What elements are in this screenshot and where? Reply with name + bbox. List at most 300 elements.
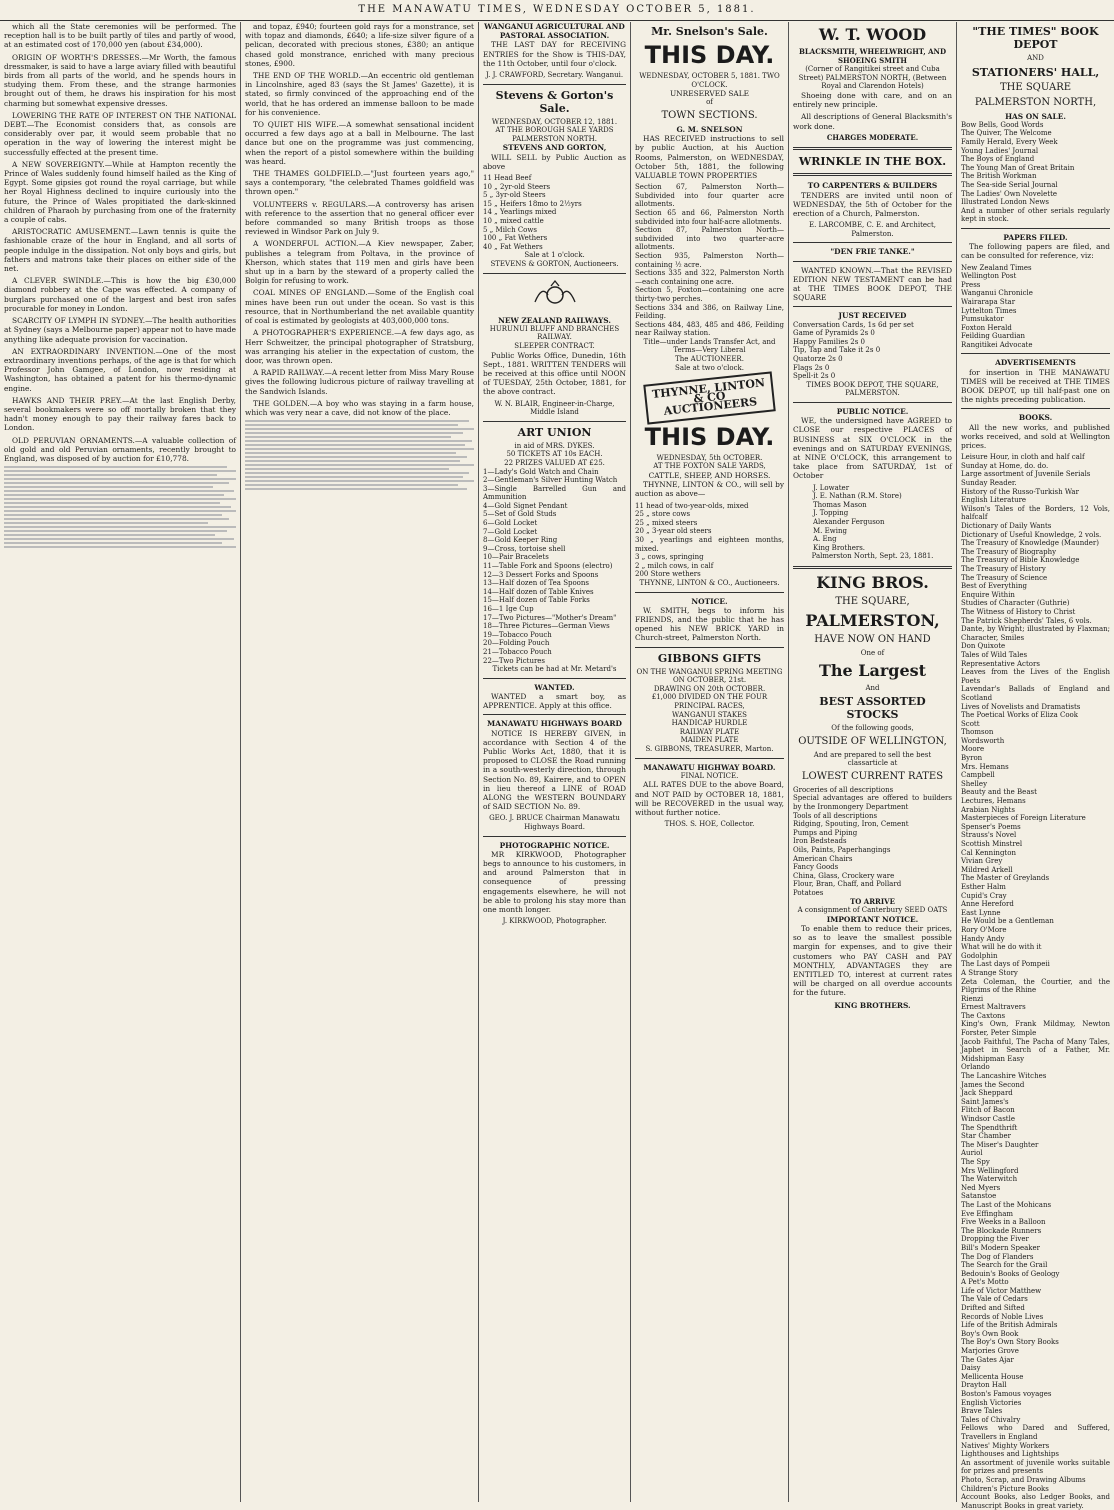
list-item: Drayton Hall (961, 1381, 1007, 1390)
article-text: ORIGIN OF WORTH'S DRESSES.—Mr Worth, the famous dressmaker, is said to have a large aviary filled with beautiful birds from all parts of the world, and he spends hours in studying them. From these, and the strange harmonies brought out of them, he draws his inspiration for his most charming but somewhat expensive dresses. (4, 52, 236, 108)
ad-text: DRAWING ON 20th OCTOBER. (653, 684, 766, 693)
ad-heading: STATIONERS' HALL, (971, 65, 1100, 79)
list-item: The Boy's Own Story Books (961, 1338, 1059, 1347)
list-item: Masterpieces of Foreign Literature (961, 814, 1086, 823)
list-item: Groceries of all descriptions (793, 785, 894, 794)
list-item: Moore (961, 745, 985, 754)
text-filler (4, 466, 236, 548)
list-item: Section 65 and 66, Palmerston North subdivided into four half-acre allotments. (635, 208, 784, 226)
list-item: Dictionary of Daily Wants (961, 522, 1052, 531)
list-item: What will he do with it (961, 943, 1042, 952)
list-item: Beauty and the Beast (961, 788, 1037, 797)
list-item: 22—Two Pictures (483, 656, 546, 665)
list-item: The Search for the Grail (961, 1261, 1048, 1270)
list-item: The Treasury of Biography (961, 547, 1057, 556)
list-item: Wairarapa Star (961, 297, 1016, 306)
list-item: Cupid's Cray (961, 891, 1007, 900)
list-item: New Zealand Times (961, 263, 1032, 272)
list-item: Boston's Famous voyages (961, 1390, 1052, 1399)
lot-list (635, 183, 784, 338)
list-item: 2 „ milch cows, in calf (635, 561, 714, 570)
list-item: Life of Victor Matthew (961, 1286, 1042, 1295)
list-item: 20—Folding Pouch (483, 639, 550, 648)
list-item: The Miser's Daughter (961, 1140, 1039, 1149)
list-item: 10 „ 2yr-old Steers (483, 182, 551, 191)
list-item: Children's Picture Books (961, 1484, 1049, 1493)
ad-banner: THIS DAY. (644, 422, 775, 451)
list-item: Young Ladies' Journal (961, 146, 1039, 155)
ad-subheading: ON THE WANGANUI SPRING MEETING (636, 667, 783, 676)
list-item: Godolphin (961, 951, 998, 960)
article-text: THE GOLDEN.—A boy who was staying in a farm house, which was very near a cave, did not know of the place. (245, 398, 474, 417)
ad-banner: BEST ASSORTED STOCKS (819, 695, 926, 722)
list-item: Mrs. Hemans (961, 762, 1009, 771)
ad-text: ALL RATES DUE to the above Board, and NOT PAID by OCTOBER 18, 1881, will be RECOVERED in the usual way, without further notice. (635, 780, 784, 817)
ad-date: Palmerston North, Sept. 23, 1881. (811, 552, 934, 561)
list-item: Wordsworth (961, 736, 1005, 745)
ad-text: All the new works, and published works received, and sold at Wellington prices. (961, 422, 1110, 451)
ad-text: WANTED KNOWN.—That the REVISED EDITION NEW TESTAMENT can be had at THE TIMES BOOK DEPOT, THE SQUARE (793, 265, 952, 303)
list-item: James the Second (961, 1080, 1025, 1089)
list-item: Account Books, also Ledger Books, and Manuscript Books in great variety. (961, 1493, 1110, 1510)
list-item: The Spendthrift (961, 1123, 1018, 1132)
ad-date: WEDNESDAY, OCTOBER 5, 1881. TWO O'CLOCK. (639, 72, 780, 89)
ad-heading: KING BROS. (816, 572, 929, 592)
ad-text: Tickets can be had at Mr. Metard's (492, 665, 617, 674)
list-item: Natives' Mighty Workers (961, 1441, 1050, 1450)
ad-text: Title—under Lands Transfer Act, and Terms—Very Liberal (643, 337, 776, 355)
ad-heading: HAS ON SALE. (1005, 111, 1066, 121)
list-item: Zeta Coleman, the Courtier, and the Pilgrims of the Rhine (961, 977, 1110, 995)
list-item: Marjories Grove (961, 1347, 1019, 1356)
ad-subheading: SLEEPER CONTRACT. (514, 341, 595, 350)
ad-signature: The AUCTIONEER. (675, 355, 744, 364)
article-text: COAL MINES OF ENGLAND.—Some of the English coal mines have been run out under the ocean. So vast is this resource, that in Northumberland the net available quantity of coal is estimated by geologists at 403,000,000 tons. (245, 288, 474, 326)
ad-subheading: TO ARRIVE (850, 896, 895, 906)
ad-text: THE LAST DAY for RECEIVING ENTRIES for the Show is THIS-DAY, the 11th October, until four o'clock. (483, 40, 626, 68)
list-item: King's Own, Frank Mildmay, Newton Forster, Peter Simple (961, 1020, 1110, 1038)
ad-heading: MANAWATU HIGHWAYS BOARD (487, 719, 622, 729)
list-item: Jack Sheppard (961, 1089, 1013, 1098)
text-filler (245, 420, 474, 490)
ad-text: A consignment of Canterbury SEED OATS (797, 906, 948, 915)
list-item: Auriol (961, 1149, 983, 1158)
list-item: 7—Gold Locket (483, 527, 538, 536)
list-item: The Treasury of History (961, 565, 1046, 574)
ad-subheading: CATTLE, SHEEP, AND HORSES. (648, 471, 771, 481)
ad-text: WILL SELL by Public Auction as above (483, 152, 626, 171)
list-item: Tip, Tap and Take it 2s 0 (793, 346, 881, 355)
list-item: The Gates Ajar (961, 1355, 1014, 1364)
list-item: Cal Kennington (961, 848, 1016, 857)
list-item: Representative Actors (961, 659, 1040, 668)
list-item: Sunday at Home, do. do. (961, 461, 1049, 470)
column-4 (630, 22, 788, 1502)
ad-subheading: UNRESERVED SALE (669, 89, 750, 99)
ad-address: (Corner of Rangitikei street and Cuba Street) PALMERSTON NORTH, (Between Royal and Clarendon Hotels) (798, 65, 947, 91)
column-3 (478, 22, 630, 1502)
list-item: Brave Tales (961, 1407, 1003, 1416)
list-item: The British Workman (961, 172, 1037, 181)
list-item: Drifted and Sifted (961, 1304, 1025, 1313)
list-item: A Pet's Motto (961, 1278, 1009, 1287)
ad-heading: WANGANUI AGRICULTURAL AND PASTORAL ASSOCIATION. (484, 22, 625, 41)
ad-text: THYNNE, LINTON & CO., will sell by auction as above— (635, 480, 784, 499)
list-item: Lighthouses and Lightships (961, 1450, 1059, 1459)
article-text: which all the State ceremonies will be performed. The reception hall is to be built partly of tiles and partly of wood, at an estimated cost of 170,000 yen (about £34,000). (4, 22, 236, 50)
list-item: Spenser's Poems (961, 822, 1021, 831)
ad-heading: PHOTOGRAPHIC NOTICE. (499, 840, 610, 850)
list-item: M. Ewing (813, 526, 847, 535)
article-text: AN EXTRAORDINARY INVENTION.—One of the most extraordinary inventions perhaps, of the age is that for which Professor John Gamgee, of London, now residing at Washington, has obtained a patent for his thermo-dynamic engine. (4, 346, 236, 393)
list-item: Satanstoe (961, 1192, 997, 1201)
list-item: Eve Effingham (961, 1209, 1014, 1218)
ad-subheading: THE SQUARE, (835, 595, 910, 607)
list-item: Large assortment of Juvenile Serials (961, 470, 1091, 479)
list-item: The Treasury of Bible Knowledge (961, 556, 1080, 565)
column-2 (240, 22, 478, 1502)
list-item: Bill's Modern Speaker (961, 1243, 1041, 1252)
article-text: ARISTOCRATIC AMUSEMENT.—Lawn tennis is quite the fashionable craze of the hour in England, and all sorts of people indulge in the dissipation. Not only boys and girls, but fathers and matrons take their places on either side of the net. (4, 227, 236, 274)
list-item: Saint James's (961, 1097, 1009, 1106)
list-item: The Last of the Mohicans (961, 1200, 1052, 1209)
list-item: Lectures, Hemans (961, 797, 1026, 806)
list-item: Esther Halm (961, 882, 1006, 891)
list-item: Mellicenta House (961, 1372, 1024, 1381)
masthead: THE MANAWATU TIMES, WEDNESDAY OCTOBER 5, 1881. (0, 0, 1114, 21)
list-item: 13—Half dozen of Tea Spoons (483, 579, 590, 588)
ad-signature: STEVENS & GORTON, Auctioneers. (490, 259, 619, 268)
ad-signature: J. KIRKWOOD, Photographer. (502, 917, 607, 926)
ad-heading: GIBBONS GIFTS (657, 651, 762, 665)
book-list (961, 453, 1110, 1510)
ad-signature: KING BROTHERS. (834, 1000, 911, 1010)
list-item: Section 5, Foxton—containing one acre thirty-two perches. (635, 286, 784, 303)
list-item: 5 „ Milch Cows (483, 225, 537, 234)
ad-place: AT THE BOROUGH SALE YARDS PALMERSTON NORTH. (495, 126, 614, 143)
list-item: An assortment of juvenile works suitable for prizes and presents (961, 1458, 1110, 1476)
list-item: Bedouin's Books of Geology (961, 1269, 1060, 1278)
list-item: A Strange Story (961, 968, 1018, 977)
list-item: 21—Tobacco Pouch (483, 647, 552, 656)
ad-heading: PAPERS FILED. (1003, 232, 1068, 242)
auctioneer-stamp: THYNNE, LINTON & CO AUCTIONEERS (643, 372, 775, 425)
list-item: Enquire Within (961, 590, 1015, 599)
list-item: The Patrick Shepherds' Tales, 6 vols. (961, 616, 1092, 625)
list-item: Wilson's Tales of the Borders, 12 Vols, halfcalf (961, 504, 1110, 522)
list-item: Wellington Post (961, 272, 1017, 281)
list-item: Pumsukator (961, 315, 1004, 324)
list-item: Iron Bedsteads (793, 837, 847, 846)
list-item: And a number of other serials regularly kept in stock. (961, 206, 1110, 224)
ad-heading: MANAWATU HIGHWAY BOARD. (643, 762, 776, 772)
list-item: Wanganui Chronicle (961, 289, 1033, 298)
ad-text: of (706, 98, 713, 107)
list-item: The Waterwitch (961, 1175, 1018, 1184)
list-item: 6—Gold Locket (483, 519, 538, 528)
list-item: Mrs Wellingford (961, 1166, 1019, 1175)
article-text: A RAPID RAILWAY.—A recent letter from Miss Mary Rouse gives the following ludicrous picture of railway travelling at the Sandwich Islands. (245, 368, 474, 396)
ad-signature: S. GIBBONS, TREASURER, Marton. (645, 744, 774, 753)
list-item: WANGANUI STAKES (672, 710, 747, 719)
list-item: 16—1 Ige Cup (483, 605, 534, 613)
list-item: The Dog of Flanders (961, 1252, 1034, 1261)
list-item: 200 Store wethers (635, 570, 701, 579)
column-6 (956, 22, 1114, 1510)
list-item: 4—Gold Signet Pendant (483, 501, 568, 510)
list-item: 3 „ cows, springing (635, 553, 704, 562)
list-item: Special advantages are offered to builders by the Ironmongery Department (793, 794, 952, 812)
list-item: Rory O'More (961, 925, 1007, 934)
list-item: 17—Two Pictures—"Mother's Dream" (483, 613, 617, 622)
list-item: Star Chamber (961, 1132, 1011, 1141)
list-item: Section 87, Palmerston North—subdivided into two quarter-acre allotments. (635, 226, 784, 252)
article-text: and topaz, £940; fourteen gold rays for a monstrance, set with topaz and diamonds, £640; a life-size silver figure of a pelican, decorated with precious stones, £380; an antique chased gold monstrance, enriched with many precious stones, £900. (245, 22, 474, 68)
ad-subheading: in aid of MRS. DYKES. (514, 441, 595, 450)
list-item: English Literature (961, 496, 1027, 505)
list-item: Arabian Nights (961, 805, 1015, 814)
list-item: Happy Families 2s 0 (793, 337, 866, 346)
list-item: 5 „ 3yr-old Steers (483, 191, 546, 200)
list-item: 14 „ Yearlings mixed (483, 208, 557, 217)
ad-signature: TIMES BOOK DEPOT, THE SQUARE, PALMERSTON. (806, 380, 939, 398)
article-text: VOLUNTEERS v. REGULARS.—A controversy has arisen with reference to the assertion that no general officer ever before commanded so many British troops as those reviewed in Windsor Park on July 9. (245, 199, 474, 237)
ad-heading: BOOKS. (1018, 413, 1053, 423)
list-item: The Treasury of Science (961, 573, 1048, 582)
list-item: Flitch of Bacon (961, 1106, 1015, 1115)
list-item: 10—Pair Bracelets (483, 553, 549, 562)
list-item: Pumps and Piping (793, 828, 858, 837)
ad-signature: J. J. CRAWFORD, Secretary. Wanganui. (485, 71, 624, 80)
list-item: Tales of Wild Tales (961, 650, 1028, 659)
ad-text: W. SMITH, begs to inform his FRIENDS, and the public that he has opened his NEW BRICK YARD in Church-street, Palmerston North. (635, 605, 784, 643)
list-item: The Last days of Pompeii (961, 960, 1050, 969)
ad-text: To enable them to reduce their prices, so as to leave the smallest possible margin for expenses, and to give their customers who PAY CASH and PAY MONTHLY, ADVANTAGES they are ENTITLED TO, interest at current rates will be charged on all overdue accounts for the future. (793, 923, 952, 998)
list-item: Dictionary of Useful Knowledge, 2 vols. (961, 530, 1102, 539)
list-item: Lavendar's Ballads of England and Scotland (961, 685, 1110, 702)
item-list (793, 321, 952, 381)
list-item: Spell-it 2s 0 (793, 372, 836, 381)
article-text: SCARCITY OF LYMPH IN SYDNEY.—The health authorities at Sydney (says a Melbourne paper) appear not to have made anything like adequate provision for vaccination. (4, 316, 236, 344)
ad-heading: W. T. WOOD (818, 25, 927, 44)
lot-list (483, 174, 626, 251)
ad-heading: JUST RECEIVED (838, 311, 907, 321)
item-list (793, 786, 952, 898)
list-item: Lyttelton Times (961, 306, 1017, 315)
list-item: Alexander Ferguson (813, 517, 885, 526)
list-item: Ned Myers (961, 1183, 1001, 1192)
ad-text: And are prepared to sell the best classarticle at (813, 750, 932, 768)
ad-signature: GEO. J. BRUCE Chairman Manawatu Highways Board. (489, 814, 620, 831)
list-item: China, Glass, Crockery ware (793, 871, 895, 880)
ad-text: Public Works Office, Dunedin, 16th Sept., 1881. WRITTEN TENDERS will be received at this office until NOON of TUESDAY, 25th October, 1881, for the above contract. (483, 350, 626, 397)
ad-date: WEDNESDAY, OCTOBER 12, 1881. (491, 117, 618, 126)
list-item: Windsor Castle (961, 1115, 1015, 1124)
item-list (961, 121, 1110, 224)
ad-heading: "DEN FRIE TANKE." (830, 247, 915, 257)
list-item: Shelley (961, 779, 988, 788)
article-text: A WONDERFUL ACTION.—A Kiev newspaper, Zaber, publishes a telegram from Poltava, in the province of Kherson, which states that 119 men and girls have been shut up in a barn by the steward of a property called the Bolgin for refusing to work. (245, 239, 474, 286)
list-item: Photo, Scrap, and Drawing Albums (961, 1475, 1086, 1484)
article-text: OLD PERUVIAN ORNAMENTS.—A valuable collection of old gold and old Peruvian ornaments, recently brought to England, was disposed of by auction for £10,778. (4, 435, 236, 463)
list-item: 18—Three Pictures—German Views (483, 622, 610, 631)
list-item: The Quiver, The Welcome (961, 129, 1052, 138)
ad-banner: The Largest (818, 660, 927, 680)
ad-heading: IMPORTANT NOTICE. (826, 914, 919, 924)
list-item: Scottish Minstrel (961, 840, 1023, 849)
ad-date: ON OCTOBER, 21st. (672, 676, 747, 685)
list-item: Bow Bells, Good Words (961, 120, 1044, 129)
ad-text: One of (860, 648, 885, 657)
list-item: Boy's Own Book (961, 1329, 1019, 1338)
ad-place: AT THE FOXTON SALE YARDS, (653, 462, 766, 471)
ad-signature: THOS. S. HOE, Collector. (664, 820, 755, 829)
ad-text: 50 TICKETS AT 10s EACH. (506, 450, 603, 459)
list-item: The Poetical Works of Eliza Cook (961, 711, 1079, 720)
list-item: Fancy Goods (793, 863, 839, 872)
ad-text: And (865, 683, 880, 692)
list-item: Daisy (961, 1364, 981, 1373)
list-item: 100 „ Fat Wethers (483, 234, 548, 243)
list-item: 5—Set of Gold Studs (483, 510, 557, 519)
list-item: Anne Hereford (961, 900, 1014, 909)
ad-heading: Stevens & Gorton's Sale. (495, 88, 614, 115)
list-item: Thomson (961, 728, 994, 737)
list-item: Ridging, Spouting, Iron, Cement (793, 820, 909, 829)
article-text: THE THAMES GOLDFIELD.—"Just fourteen years ago," says a contemporary, "the celebrated Thames goldfield was thrown open." (245, 169, 474, 197)
ad-firm: G. M. SNELSON (676, 124, 743, 134)
ad-text: HAVE NOW ON HAND (814, 633, 931, 645)
list-item: The Caxtons (961, 1011, 1006, 1020)
list-item: Strauss's Novel (961, 831, 1017, 840)
list-item: Sections 484, 483, 485 and 486, Feilding near Railway station. (635, 320, 784, 338)
ad-text: Sale at 1 o'clock. (524, 251, 585, 260)
list-item: Five Weeks in a Balloon (961, 1218, 1046, 1227)
ad-subheading: FINAL NOTICE. (680, 771, 739, 780)
list-item: Studies of Character (Guthrie) (961, 599, 1070, 608)
column-1 (0, 22, 240, 1502)
list-item: Game of Pyramids 2s 0 (793, 329, 875, 338)
list-item: Don Quixote (961, 642, 1006, 651)
list-item: Life of the British Admirals (961, 1321, 1058, 1330)
list-item: Jacob Faithful, The Pacha of Many Tales, Japhet in Search of a Father, Mr. Midshipman Easy (961, 1037, 1110, 1063)
ad-text: Of the following goods, (831, 724, 914, 733)
ad-text: All descriptions of General Blacksmith's work done. (793, 112, 952, 131)
list-item: He Would be a Gentleman (961, 917, 1054, 926)
list-item: HANDICAP HURDLE (671, 719, 748, 728)
list-item: The Young Man of Great Britain (961, 163, 1075, 172)
list-item: 15—Half dozen of Table Forks (483, 596, 590, 605)
list-item: 19—Tobacco Pouch (483, 630, 552, 639)
list-item: 12—3 Dessert Forks and Spoons (483, 570, 599, 579)
ad-text: £1,000 DIVIDED ON THE FOUR PRINCIPAL RACES, (651, 693, 768, 710)
list-item: Feilding Guardian (961, 332, 1026, 341)
list-item: Press (961, 280, 981, 289)
lot-list (635, 502, 784, 579)
list-item: Fellows who Dared and Suffered, Travellers in England (961, 1424, 1110, 1441)
list-item: Illustrated London News (961, 198, 1049, 207)
ad-subheading: PALMERSTON, (805, 610, 940, 630)
list-item: The Ladies' Own Novelette (961, 189, 1058, 198)
list-item: 3—Single Barrelled Gun and Ammunition (483, 484, 626, 502)
list-item: American Chairs (793, 854, 853, 863)
ad-text: 22 PRIZES VALUED AT £25. (504, 458, 605, 467)
ad-text: Shoeing done with care, and on an entirely new principle. (793, 90, 952, 110)
ad-heading: Mr. Snelson's Sale. (651, 25, 768, 38)
list-item: Best of Everything (961, 582, 1028, 591)
list-item: J. E. Nathan (R.M. Store) (813, 492, 902, 501)
article-text: A PHOTOGRAPHER'S EXPERIENCE.—A few days ago, as Herr Schweitzer, the principal photographer of Stratsburg, was arranging his atelier in the expectation of custom, the door, was thrown open. (245, 328, 474, 365)
list-item: 11 head of two-year-olds, mixed (635, 501, 749, 510)
list-item: The Sea-side Serial Journal (961, 180, 1058, 189)
ad-text: TENDERS are invited until noon of WEDNESDAY, the 5th of October for the erection of a Church, Palmerston. (793, 190, 952, 218)
ad-text: CHARGES MODERATE. (826, 132, 919, 142)
list-item: Potatoes (793, 889, 824, 897)
ad-text: HAS RECEIVED instructions to sell by public Auction, at his Auction Rooms, Palmerston, on WEDNESDAY, October 5th, 1881, the following VALUABLE TOWN PROPERTIES (635, 134, 784, 180)
ad-signature: THYNNE, LINTON & CO., Auctioneers. (639, 579, 780, 588)
ad-subheading: HURUNUI BLUFF AND BRANCHES RAILWAY. (489, 324, 620, 342)
list-item: 14—Half dozen of Table Knives (483, 587, 594, 596)
ad-text: AND (1027, 54, 1044, 62)
list-item: 2—Gentleman's Silver Hunting Watch (483, 476, 618, 485)
list-item: Conversation Cards, 1s 6d per set (793, 320, 914, 329)
ad-heading: ADVERTISEMENTS (995, 358, 1076, 368)
list-item: 11—Table Fork and Spoons (electro) (483, 562, 613, 571)
list-item: J. Lowater (813, 483, 850, 492)
list-item: 25 „ store cows (635, 510, 691, 519)
list-item: Sections 335 and 322, Palmerston North—each containing one acre. (635, 269, 784, 286)
list-item: Leisure Hour, in cloth and half calf (961, 453, 1085, 462)
article-text: THE END OF THE WORLD.—An eccentric old gentleman in Lincolnshire, aged 83 (says the St James' Gazette), it is stated, so firmly convinced of the approaching end of the world, that he has ordered an immense balloon to be made for his convenience. (245, 71, 474, 117)
list-item: Sections 334 and 386, on Railway Line, Feilding. (635, 303, 784, 321)
ad-text: WANTED a smart boy, as APPRENTICE. Apply at this office. (483, 691, 626, 711)
list-item: The Witness of History to Christ (961, 607, 1076, 616)
list-item: RAILWAY PLATE (679, 727, 740, 736)
list-item: Scott (961, 719, 980, 728)
list-item: Sunday Reader. (961, 479, 1017, 488)
ad-text: Sale at two o'clock. (675, 363, 744, 372)
list-item: 9—Cross, tortoise shell (483, 544, 566, 553)
list-item: The Blockade Runners (961, 1226, 1042, 1235)
list-item: MAIDEN PLATE (680, 736, 739, 745)
article-text: A NEW SOVEREIGNTY.—While at Hampton recently the Prince of Wales suddenly found himself hailed as the King of Egypt. Some gipsies got round the royal carriage, but while her Royal Highness declined to inquire curiously into the future, the Prince of Wales propitiated the dark-skinned children of Pharaoh by purchasing from one of the fraternity a couple of cabs. (4, 159, 236, 225)
list-item: Foxton Herald (961, 323, 1012, 332)
list-item: Tales of Chivalry (961, 1415, 1021, 1424)
ad-subheading: TOWN SECTIONS. (661, 109, 758, 121)
article-text: A CLEVER SWINDLE.—This is how the big £30,000 diamond robbery at the Cape was effected. A company of burglars purchased one of the largest and best iron safes procurable for money in London. (4, 276, 236, 313)
list-item: The Treasury of Knowledge (Maunder) (961, 539, 1099, 548)
list-item: The Master of Greylands (961, 874, 1050, 883)
list-item: Orlando (961, 1063, 990, 1072)
list-item: East Lynne (961, 908, 1001, 917)
ad-heading: PUBLIC NOTICE. (836, 406, 909, 416)
list-item: The Boys of England (961, 155, 1035, 164)
list-item: 15 „ Heifers 18mo to 2½yrs (483, 199, 582, 208)
ad-heading: WANTED. (534, 682, 575, 692)
list-item: 11 Head Beef (483, 174, 532, 182)
list-item: Thomas Mason (813, 500, 867, 509)
royal-crest-icon (530, 280, 580, 310)
list-item: Mildred Arkell (961, 865, 1013, 874)
list-item: Ernest Maltravers (961, 1003, 1026, 1012)
ad-text: for insertion in THE MANAWATU TIMES will be received at THE TIMES BOOK DEPOT, up till half-past one on the nights preceding publication. (961, 367, 1110, 405)
list-item: Records of Noble Lives (961, 1312, 1044, 1321)
ad-banner: THIS DAY. (644, 41, 775, 69)
list-item: 20 „ 3-year old steers (635, 527, 712, 536)
ad-banner: WRINKLE IN THE BOX. (798, 155, 947, 169)
race-list (635, 711, 784, 745)
ad-heading: TO CARPENTERS & BUILDERS (807, 181, 938, 191)
